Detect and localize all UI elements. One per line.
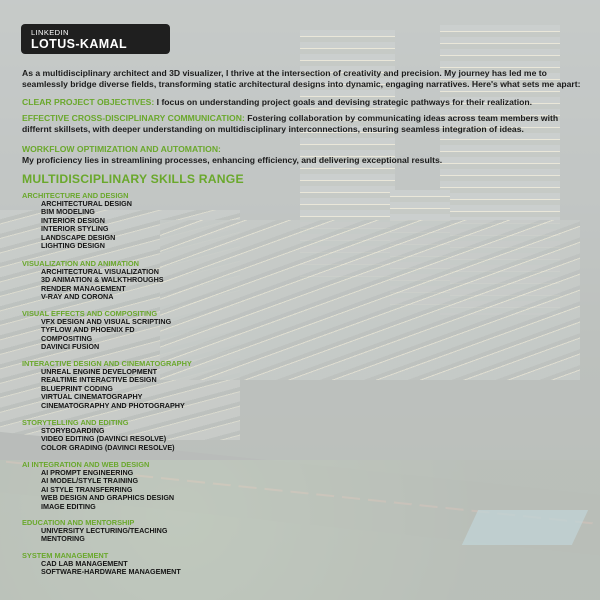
- category-system: [22, 551, 181, 577]
- skill-list: [22, 368, 192, 410]
- skill-list: [22, 268, 164, 302]
- skill-item: AI STYLE TRANSFERRING: [41, 484, 133, 494]
- skill-item: WEB DESIGN AND GRAPHICS DESIGN: [41, 493, 175, 503]
- intro-paragraph: As a multidisciplinary architect and 3D visualizer, I thrive at the intersection of creativity and precision. My journey has led me to seamlessly bridge diverse fields, transforming static architectural designs into dynamic, engaging narratives. Here's what sets me apart:: [22, 68, 581, 89]
- point-text: My proficiency lies in streamlining processes, enhancing efficiency, and delivering exceptional results.: [22, 154, 443, 165]
- skill-item: RENDER MANAGEMENT: [41, 283, 126, 293]
- profile-name: LOTUS-KAMAL: [31, 37, 128, 51]
- skills-title: MULTIDISCIPLINARY SKILLS RANGE: [22, 172, 244, 186]
- skill-item: LANDSCAPE DESIGN: [41, 232, 116, 242]
- skill-list: [22, 527, 167, 544]
- point-project-objectives: [22, 97, 588, 108]
- category-title: VISUALIZATION AND ANIMATION: [22, 259, 140, 268]
- skill-item: STORYBOARDING: [41, 426, 105, 435]
- point-text: I focus on understanding project goals and devising strategic pathways for their realization.: [156, 97, 532, 107]
- skill-item: INTERIOR DESIGN: [41, 215, 105, 225]
- skill-item: V-RAY AND CORONA: [41, 292, 114, 302]
- point-communication: [22, 113, 588, 134]
- skill-item: CINEMATOGRAPHY AND PHOTOGRAPHY: [41, 400, 185, 410]
- skill-item: LIGHTING DESIGN: [41, 241, 105, 251]
- category-visualization: [22, 259, 164, 302]
- skill-item: AI PROMPT ENGINEERING: [41, 468, 134, 477]
- skill-item: DAVINCI FUSION: [41, 342, 100, 352]
- skill-item: ARCHITECTURAL DESIGN: [41, 199, 132, 208]
- category-education: [22, 518, 167, 544]
- skill-item: MENTORING: [41, 534, 85, 544]
- skill-list: [22, 318, 171, 352]
- category-title: STORYTELLING AND EDITING: [22, 418, 129, 427]
- point-heading: EFFECTIVE CROSS-DISCIPLINARY COMMUNICATION:: [22, 113, 245, 123]
- category-title: EDUCATION AND MENTORSHIP: [22, 518, 135, 527]
- badge-label: LINKEDIN: [31, 28, 69, 37]
- skill-item: UNREAL ENGINE DEVELOPMENT: [41, 367, 158, 376]
- category-title: VISUAL EFFECTS AND COMPOSITING: [22, 309, 158, 318]
- category-title: ARCHITECTURE AND DESIGN: [22, 191, 129, 200]
- skill-item: ARCHITECTURAL VISUALIZATION: [41, 267, 159, 276]
- skill-list: [22, 427, 175, 452]
- skill-list: [22, 200, 132, 250]
- linkedin-badge[interactable]: [21, 24, 170, 54]
- category-title: INTERACTIVE DESIGN AND CINEMATOGRAPHY: [22, 359, 192, 368]
- point-heading: CLEAR PROJECT OBJECTIVES:: [22, 97, 155, 107]
- skill-item: UNIVERSITY LECTURING/TEACHING: [41, 526, 168, 535]
- skill-item: REALTIME INTERACTIVE DESIGN: [41, 375, 157, 385]
- category-vfx: [22, 309, 171, 352]
- skill-item: 3D ANIMATION & WALKTHROUGHS: [41, 275, 164, 285]
- skill-item: VIRTUAL CINEMATOGRAPHY: [41, 392, 143, 402]
- skill-item: SOFTWARE-HARDWARE MANAGEMENT: [41, 567, 181, 577]
- category-interactive: [22, 359, 192, 410]
- skill-list: [22, 469, 174, 511]
- point-workflow: [22, 144, 588, 165]
- skill-item: BLUEPRINT CODING: [41, 383, 113, 393]
- skill-item: BIM MODELING: [41, 207, 95, 217]
- skill-item: TYFLOW AND PHOENIX FD: [41, 325, 135, 335]
- point-heading: WORKFLOW OPTIMIZATION AND AUTOMATION:: [22, 144, 221, 154]
- skill-item: COLOR GRADING (DAVINCI RESOLVE): [41, 442, 175, 452]
- category-architecture: [22, 191, 132, 250]
- skill-item: COMPOSITING: [41, 333, 93, 343]
- skill-item: AI MODEL/STYLE TRAINING: [41, 476, 139, 486]
- skill-item: CAD LAB MANAGEMENT: [41, 559, 128, 568]
- skill-item: VIDEO EDITING (DAVINCI RESOLVE): [41, 434, 167, 444]
- category-title: AI INTEGRATION AND WEB DESIGN: [22, 460, 150, 469]
- category-title: SYSTEM MANAGEMENT: [22, 551, 109, 560]
- skill-list: [22, 560, 181, 577]
- category-ai-web: [22, 460, 174, 511]
- point-text: Fostering collaboration by communicating ideas across team members with differnt skillsets, with deeper understanding on multidisciplinary interconnections, ensuring seamless integration of ideas.: [22, 113, 559, 134]
- skill-item: INTERIOR STYLING: [41, 224, 109, 234]
- skill-item: IMAGE EDITING: [41, 501, 96, 511]
- skill-item: VFX DESIGN AND VISUAL SCRIPTING: [41, 317, 172, 326]
- category-storytelling: [22, 418, 175, 452]
